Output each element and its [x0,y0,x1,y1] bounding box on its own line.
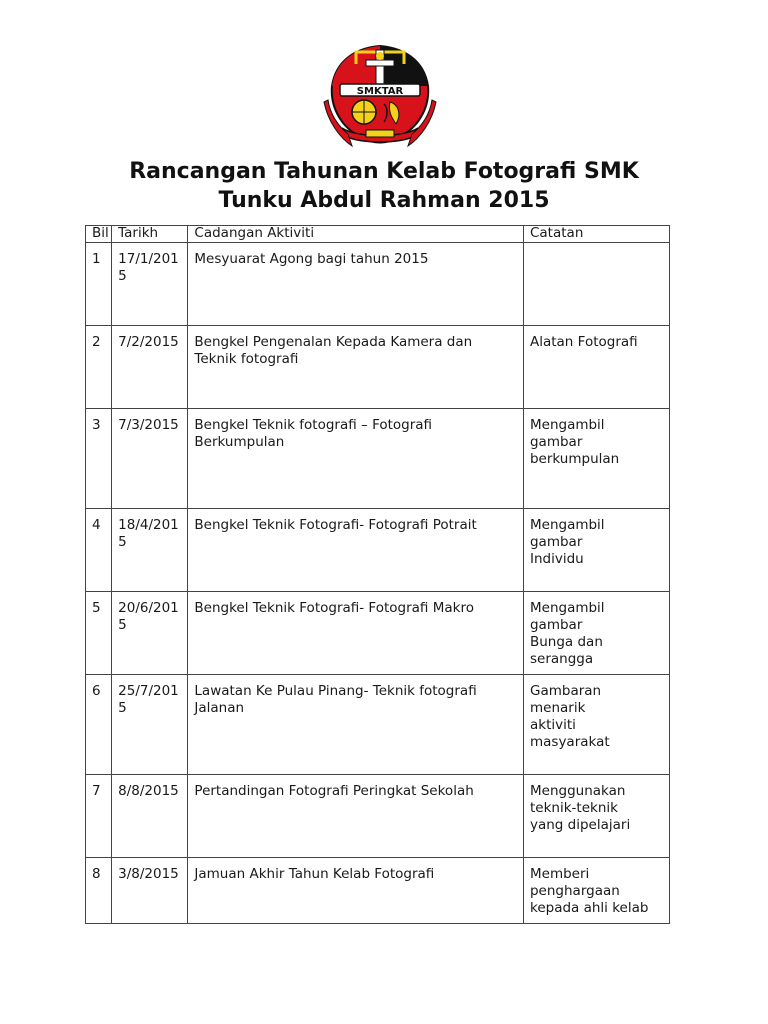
cell-bil: 8 [86,858,112,924]
cell-bil: 5 [86,592,112,675]
header-bil: Bil [86,226,112,243]
cell-bil: 1 [86,243,112,326]
table-row [86,509,670,592]
cell-catatan: Memberi penghargaan kepada ahli kelab [523,858,669,924]
page-title [60,157,708,215]
table-row [86,326,670,409]
table-row [86,675,670,775]
header-tarikh: Tarikh [112,226,188,243]
activity-plan-table [85,225,670,924]
cell-catatan: Mengambil gambar berkumpulan [523,409,669,509]
header-catatan: Catatan [523,226,669,243]
cell-tarikh: 25/7/2015 [112,675,188,775]
cell-bil: 2 [86,326,112,409]
table-row [86,858,670,924]
cell-tarikh: 18/4/2015 [112,509,188,592]
cell-tarikh: 7/2/2015 [112,326,188,409]
cell-aktiviti: Jamuan Akhir Tahun Kelab Fotografi [188,858,524,924]
logo-text: SMKTAR [356,86,404,97]
table-row [86,243,670,326]
cell-aktiviti: Bengkel Teknik fotografi – Fotografi Berkumpulan [188,409,524,509]
cell-tarikh: 17/1/2015 [112,243,188,326]
cell-aktiviti: Mesyuarat Agong bagi tahun 2015 [188,243,524,326]
cell-aktiviti: Bengkel Teknik Fotografi- Fotografi Makro [188,592,524,675]
cell-tarikh: 8/8/2015 [112,775,188,858]
school-logo [322,42,438,150]
table-row [86,592,670,675]
table-row [86,775,670,858]
cell-aktiviti: Pertandingan Fotografi Peringkat Sekolah [188,775,524,858]
cell-aktiviti: Bengkel Pengenalan Kepada Kamera dan Teknik fotografi [188,326,524,409]
cell-catatan: Mengambil gambar Individu [523,509,669,592]
title-line-1: Rancangan Tahunan Kelab Fotografi SMK [129,159,639,184]
cell-bil: 7 [86,775,112,858]
school-crest-icon [322,42,438,150]
cell-aktiviti: Bengkel Teknik Fotografi- Fotografi Potrait [188,509,524,592]
cell-bil: 3 [86,409,112,509]
title-line-2: Tunku Abdul Rahman 2015 [218,188,550,213]
cell-catatan: Menggunakan teknik-teknik yang dipelajari [523,775,669,858]
cell-tarikh: 20/6/2015 [112,592,188,675]
header-aktiviti: Cadangan Aktiviti [188,226,524,243]
cell-tarikh: 3/8/2015 [112,858,188,924]
table-header-row [86,226,670,243]
cell-catatan: Mengambil gambar Bunga dan serangga [523,592,669,675]
cell-tarikh: 7/3/2015 [112,409,188,509]
cell-aktiviti: Lawatan Ke Pulau Pinang- Teknik fotografi Jalanan [188,675,524,775]
cell-catatan: Alatan Fotografi [523,326,669,409]
table-row [86,409,670,509]
cell-bil: 4 [86,509,112,592]
cell-catatan [523,243,669,326]
cell-catatan: Gambaran menarik aktiviti masyarakat [523,675,669,775]
cell-bil: 6 [86,675,112,775]
